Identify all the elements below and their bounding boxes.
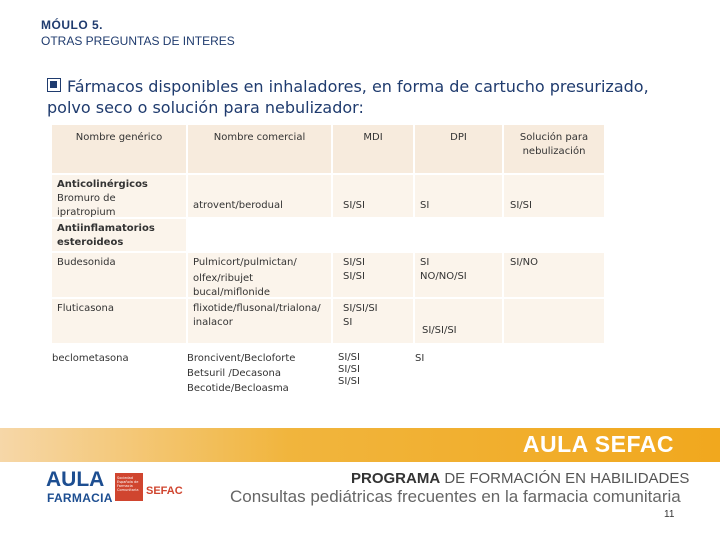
band-title: AULA SEFAC bbox=[522, 431, 674, 457]
commercial-line: olfex/ribujet bbox=[193, 273, 254, 284]
generic-beclometasona: beclometasona bbox=[52, 353, 129, 364]
commercial-line: Pulmicort/pulmictan/ bbox=[193, 257, 297, 268]
generic-name: Bromuro de ipratropium bbox=[57, 193, 116, 218]
mdi-beclometasona bbox=[333, 349, 413, 391]
mdi-line: SI/SI bbox=[338, 352, 360, 363]
commercial-line: Becotide/Becloasma bbox=[187, 383, 289, 394]
solution-value: SI/SI bbox=[504, 175, 604, 219]
dpi-line: SI bbox=[420, 257, 430, 268]
header-generic: Nombre genérico bbox=[52, 125, 186, 175]
generic-fluticasona: Fluticasona bbox=[52, 299, 186, 345]
mdi-line: SI/SI/SI bbox=[343, 303, 378, 314]
group-antiinflamatorios: Antiinflamatorios esteroideos bbox=[52, 219, 186, 253]
commercial-budesonida bbox=[188, 253, 331, 299]
commercial-line: Broncivent/Becloforte bbox=[187, 353, 296, 364]
heading-text: Fármacos disponibles en inhaladores, en forma de cartucho presurizado, polvo seco o solución para nebulizador: bbox=[47, 77, 649, 117]
mdi-line: SI/SI bbox=[338, 376, 360, 387]
solution-fluticasona bbox=[504, 299, 604, 345]
module-number: MÓULO 5. bbox=[41, 18, 104, 32]
dpi-budesonida bbox=[415, 253, 502, 299]
sefac-logo-text: SEFAC bbox=[146, 485, 183, 497]
group-anticolinergicos: Anticolinérgicos bbox=[57, 179, 148, 190]
header-commercial: Nombre comercial bbox=[188, 125, 331, 175]
header-mdi: MDI bbox=[333, 125, 413, 175]
dpi-value: SI bbox=[415, 175, 502, 219]
dpi-beclometasona: SI bbox=[415, 353, 425, 364]
mdi-line: SI/SI bbox=[338, 364, 360, 375]
sefac-logo-box bbox=[115, 473, 143, 501]
mdi-line: SI/SI bbox=[343, 257, 365, 268]
header-solution: Solución para nebulización bbox=[504, 125, 604, 175]
commercial-fluticasona bbox=[188, 299, 331, 345]
commercial-line: inalacor bbox=[193, 317, 233, 328]
row-anticolinergicos-generic bbox=[52, 175, 186, 219]
mdi-budesonida bbox=[333, 253, 413, 299]
mdi-line: SI bbox=[343, 317, 353, 328]
commercial-line: bucal/miflonide bbox=[193, 287, 271, 298]
mdi-value: SI/SI bbox=[333, 175, 413, 219]
commercial-line: flixotide/flusonal/trialona/ bbox=[193, 303, 321, 314]
slide-heading bbox=[47, 76, 687, 118]
header-dpi: DPI bbox=[415, 125, 502, 175]
page-number: 11 bbox=[664, 509, 675, 520]
module-label bbox=[41, 17, 235, 49]
program-rest: DE FORMACIÓN EN HABILIDADES bbox=[440, 470, 690, 487]
generic-budesonida: Budesonida bbox=[52, 253, 186, 299]
mdi-line: SI/SI bbox=[343, 271, 365, 282]
commercial-name: atrovent/berodual bbox=[188, 175, 331, 219]
program-bold: PROGRAMA bbox=[351, 470, 441, 487]
checkbox-bullet-icon bbox=[47, 78, 61, 92]
program-title bbox=[351, 470, 689, 487]
sefac-logo-small-text: Sociedad Española de Farmacia Comunitaria bbox=[117, 476, 139, 492]
program-subtitle: Consultas pediátricas frecuentes en la farmacia comunitaria bbox=[230, 487, 681, 506]
module-subtitle: OTRAS PREGUNTAS DE INTERES bbox=[41, 34, 235, 48]
dpi-line: NO/NO/SI bbox=[420, 271, 467, 282]
commercial-beclometasona bbox=[182, 349, 330, 399]
dpi-fluticasona: SI/SI/SI bbox=[415, 299, 502, 345]
farmacia-logo: FARMACIA bbox=[47, 491, 113, 505]
solution-budesonida: SI/NO bbox=[504, 253, 604, 299]
aula-logo: AULA bbox=[46, 468, 105, 491]
mdi-fluticasona bbox=[333, 299, 413, 345]
commercial-line: Betsuril /Decasona bbox=[187, 368, 281, 379]
